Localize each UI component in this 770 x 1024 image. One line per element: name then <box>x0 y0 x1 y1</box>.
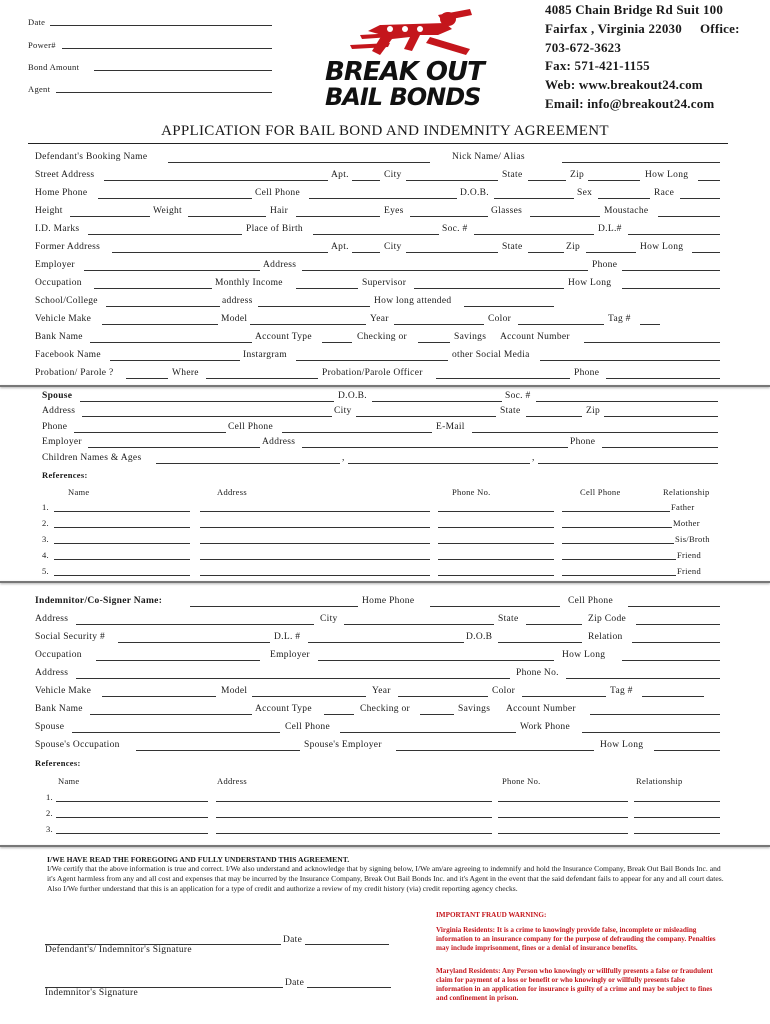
supervisor-how-long-field[interactable] <box>622 288 720 289</box>
section-divider-2 <box>0 581 770 583</box>
power-field[interactable] <box>62 48 272 49</box>
ref-name-field[interactable] <box>54 527 190 528</box>
account-number-label: Account Number <box>500 332 570 342</box>
spouse-email-field[interactable] <box>472 432 718 433</box>
indemnitor-checking-label: Checking or <box>360 704 410 714</box>
agent-field[interactable] <box>56 92 272 93</box>
spouse-employer-label: Spouse's Employer <box>304 740 382 750</box>
ref-name-field[interactable] <box>54 559 190 560</box>
ref-relationship: Friend <box>677 566 701 576</box>
ref-phone-field[interactable] <box>438 559 554 560</box>
indemnitor-tag-label: Tag # <box>610 686 633 696</box>
moustache-label: Moustache <box>604 206 649 216</box>
ref-col-relationship: Relationship <box>663 487 710 497</box>
ref-cell-field[interactable] <box>562 575 676 576</box>
former-apt-field[interactable] <box>352 252 380 253</box>
indemnitor-spouse-field[interactable] <box>72 732 280 733</box>
nick-name-label: Nick Name/ Alias <box>452 152 525 162</box>
dl-label: D.L.# <box>598 224 622 234</box>
ref2-name-field[interactable] <box>56 801 208 802</box>
race-label: Race <box>654 188 675 198</box>
spouse-email-label: E-Mail <box>436 422 465 432</box>
tag-field[interactable] <box>640 324 660 325</box>
ref-address-field[interactable] <box>200 511 430 512</box>
home-phone-label: Home Phone <box>35 188 88 198</box>
indemnitor-state-label: State <box>498 614 519 624</box>
indemnitor-employer-field[interactable] <box>318 660 554 661</box>
eyes-field[interactable] <box>410 216 488 217</box>
spouse-emp-address-field[interactable] <box>302 447 568 448</box>
indemnitor-year-label: Year <box>372 686 391 696</box>
spouse-employer-field[interactable] <box>88 447 260 448</box>
former-address-label: Former Address <box>35 242 101 252</box>
how-long-field[interactable] <box>698 180 720 181</box>
facebook-field[interactable] <box>110 360 240 361</box>
logo-text-line2: BAIL BONDS <box>325 83 481 111</box>
children-comma-1: , <box>342 453 345 463</box>
probation-phone-label: Phone <box>574 368 600 378</box>
indemnitor-ssn-label: Social Security # <box>35 632 106 642</box>
ref-col-name: Name <box>68 487 90 497</box>
employer-address-field[interactable] <box>302 270 588 271</box>
indemnitor-dl-label: D.L. # <box>274 632 301 642</box>
spouse-address-label: Address <box>42 406 76 416</box>
supervisor-label: Supervisor <box>362 278 407 288</box>
spouse-cell-label: Cell Phone <box>228 422 273 432</box>
date-field[interactable] <box>50 25 272 26</box>
indemnitor-how-long-label: How Long <box>562 650 606 660</box>
other-social-label: other Social Media <box>452 350 530 360</box>
spouse-cell-field[interactable] <box>282 432 432 433</box>
ref2-row-number: 3. <box>46 824 53 834</box>
bond-amount-label: Bond Amount <box>28 62 80 72</box>
former-state-field[interactable] <box>528 252 564 253</box>
probation-phone-field[interactable] <box>606 378 720 379</box>
date2-field[interactable] <box>307 987 391 988</box>
date-label: Date <box>28 17 46 27</box>
spouse-occupation-label: Spouse's Occupation <box>35 740 120 750</box>
virginia-warning: Virginia Residents: It is a crime to knowingly provide false, incomplete or misleading information to an insurance company for the purpose of defrauding the company. Penalties may include imprisonment, fines or a denial of insurance benefits. <box>436 926 716 952</box>
indemnitor-address-field[interactable] <box>76 624 314 625</box>
indemnitor-relation-label: Relation <box>588 632 623 642</box>
hair-field[interactable] <box>296 216 380 217</box>
company-address1: 4085 Chain Bridge Rd Suit 100 <box>545 2 724 17</box>
indemnitor-cell-label: Cell Phone <box>568 596 613 606</box>
indemnitor-how-long-field[interactable] <box>622 660 720 661</box>
ref-phone-field[interactable] <box>438 543 554 544</box>
spouse-soc-field[interactable] <box>536 401 718 402</box>
former-zip-label: Zip <box>566 242 581 252</box>
zip-field[interactable] <box>588 180 640 181</box>
ref-cell-field[interactable] <box>562 543 674 544</box>
ref-cell-field[interactable] <box>562 527 672 528</box>
height-label: Height <box>35 206 63 216</box>
maryland-warning: Maryland Residents: Any Person who knowingly or willfully presents a false or fraudulent claim for payment of a loss or benefit or who knowingly or willfully presents false information in an application for insurance is guilty of a crime and may be subject to fines and confinement in prison. <box>436 967 713 1002</box>
indemnitor-year-field[interactable] <box>398 696 488 697</box>
state-field[interactable] <box>528 180 566 181</box>
city-label: City <box>384 170 402 180</box>
spouse-emp-address-label: Address <box>262 437 296 447</box>
references2-heading: References: <box>35 758 81 768</box>
ref-name-field[interactable] <box>54 543 190 544</box>
indemnitor-name-label: Indemnitor/Co-Signer Name: <box>35 596 163 606</box>
school-address-label: address <box>222 296 253 306</box>
indemnitor-state-field[interactable] <box>526 624 582 625</box>
employer-phone-field[interactable] <box>622 270 720 271</box>
cell-phone-field[interactable] <box>309 198 457 199</box>
employer-label: Employer <box>35 260 75 270</box>
checking-label: Checking or <box>357 332 407 342</box>
where-label: Where <box>172 368 199 378</box>
indemnitor-signature-label: Indemnitor's Signature <box>45 988 139 998</box>
indemnitor-phone-no-field[interactable] <box>566 678 720 679</box>
indemnitor-model-label: Model <box>221 686 248 696</box>
indemnitor-color-label: Color <box>492 686 516 696</box>
indemnitor-account-number-label: Account Number <box>506 704 576 714</box>
web-link[interactable]: Web: www.breakout24.com <box>545 77 703 92</box>
former-zip-field[interactable] <box>586 252 636 253</box>
ref-address-field[interactable] <box>200 559 430 560</box>
tag-label: Tag # <box>608 314 631 324</box>
where-field[interactable] <box>206 378 318 379</box>
indemnitor-emp-address-field[interactable] <box>76 678 510 679</box>
indemnitor-account-type-field[interactable] <box>324 714 354 715</box>
account-number-field[interactable] <box>584 342 720 343</box>
indemnitor-home-phone-field[interactable] <box>430 606 560 607</box>
cell-phone-label: Cell Phone <box>255 188 300 198</box>
indemnitor-checking-field[interactable] <box>420 714 454 715</box>
spouse-how-long-field[interactable] <box>654 750 720 751</box>
spouse-how-long-label: How Long <box>600 740 644 750</box>
indemnitor-vehicle-field[interactable] <box>102 696 216 697</box>
ref2-row-number: 2. <box>46 808 53 818</box>
bank-name-label: Bank Name <box>35 332 83 342</box>
ref2-relationship-field[interactable] <box>634 817 720 818</box>
moustache-field[interactable] <box>658 216 720 217</box>
spouse-phone-label: Phone <box>42 422 68 432</box>
indemnitor-city-label: City <box>320 614 338 624</box>
ref2-address-field[interactable] <box>216 833 492 834</box>
spouse-emp-phone-field[interactable] <box>602 447 718 448</box>
date1-field[interactable] <box>305 944 389 945</box>
former-city-field[interactable] <box>406 252 498 253</box>
fax-number: Fax: 571-421-1155 <box>545 58 650 73</box>
runner-icon <box>320 5 500 65</box>
account-type-label: Account Type <box>255 332 312 342</box>
indemnitor-savings-label: Savings <box>458 704 491 714</box>
ref-address-field[interactable] <box>200 575 430 576</box>
supervisor-how-long-label: How Long <box>568 278 612 288</box>
state-label: State <box>502 170 523 180</box>
employer-field[interactable] <box>84 270 260 271</box>
former-address-field[interactable] <box>112 252 328 253</box>
race-field[interactable] <box>680 198 720 199</box>
zip-label: Zip <box>570 170 585 180</box>
probation-field[interactable] <box>126 378 168 379</box>
indemnitor-dob-label: D.O.B <box>466 632 493 642</box>
spouse-state-label: State <box>500 406 521 416</box>
section-divider-1 <box>0 385 770 387</box>
spouse-employer-field[interactable] <box>396 750 594 751</box>
indemnitor-name-field[interactable] <box>190 606 358 607</box>
sex-label: Sex <box>577 188 593 198</box>
account-type-field[interactable] <box>322 342 352 343</box>
children-label: Children Names & Ages <box>42 453 142 463</box>
indemnitor-vehicle-label: Vehicle Make <box>35 686 92 696</box>
instagram-label: Instargram <box>243 350 287 360</box>
indemnitor-dl-field[interactable] <box>308 642 464 643</box>
ref2-relationship-field[interactable] <box>634 833 720 834</box>
title-rule <box>28 143 728 144</box>
checking-field[interactable] <box>418 342 450 343</box>
place-of-birth-field[interactable] <box>313 234 439 235</box>
glasses-field[interactable] <box>530 216 600 217</box>
indemnitor-city-field[interactable] <box>344 624 494 625</box>
ref2-phone-field[interactable] <box>498 817 628 818</box>
ref2-col-phone: Phone No. <box>502 776 541 786</box>
indemnitor-zip-field[interactable] <box>636 624 720 625</box>
former-apt-label: Apt. <box>331 242 349 252</box>
street-label: Street Address <box>35 170 95 180</box>
indemnitor-account-number-field[interactable] <box>590 714 720 715</box>
how-long-attended-label: How long attended <box>374 296 452 306</box>
vehicle-make-label: Vehicle Make <box>35 314 92 324</box>
references-heading: References: <box>42 470 88 480</box>
weight-field[interactable] <box>188 216 266 217</box>
ref-relationship: Sis/Broth <box>675 534 710 544</box>
booking-name-field[interactable] <box>168 162 430 163</box>
ref2-phone-field[interactable] <box>498 833 628 834</box>
indemnitor-ssn-field[interactable] <box>118 642 270 643</box>
ref2-row-number: 1. <box>46 792 53 802</box>
indemnitor-emp-address-label: Address <box>35 668 69 678</box>
ref-relationship: Friend <box>677 550 701 560</box>
indemnitor-dob-field[interactable] <box>498 642 582 643</box>
ref-relationship: Mother <box>673 518 700 528</box>
ref-row-number: 1. <box>42 502 49 512</box>
date1-label: Date <box>283 935 303 945</box>
color-label: Color <box>488 314 512 324</box>
ref-relationship: Father <box>671 502 695 512</box>
indemnitor-home-phone-label: Home Phone <box>362 596 415 606</box>
probation-officer-field[interactable] <box>436 378 570 379</box>
ref-row-number: 4. <box>42 550 49 560</box>
ref2-address-field[interactable] <box>216 801 492 802</box>
year-label: Year <box>370 314 389 324</box>
height-field[interactable] <box>70 216 150 217</box>
children-field-1[interactable] <box>156 463 340 464</box>
spouse-state-field[interactable] <box>526 416 582 417</box>
eyes-label: Eyes <box>384 206 404 216</box>
dob-field[interactable] <box>494 198 574 199</box>
other-social-field[interactable] <box>540 360 720 361</box>
email-link[interactable]: Email: info@breakout24.com <box>545 96 715 111</box>
power-label: Power# <box>28 40 56 50</box>
dob-label: D.O.B. <box>460 188 489 198</box>
indemnitor-spouse-cell-field[interactable] <box>340 732 516 733</box>
bond-amount-field[interactable] <box>94 70 272 71</box>
occupation-field[interactable] <box>94 288 212 289</box>
indemnitor-phone-no-label: Phone No. <box>516 668 559 678</box>
savings-label: Savings <box>454 332 487 342</box>
indemnitor-color-field[interactable] <box>522 696 606 697</box>
former-state-label: State <box>502 242 523 252</box>
ref-name-field[interactable] <box>54 575 190 576</box>
how-long-attended-field[interactable] <box>464 306 554 307</box>
city-field[interactable] <box>406 180 498 181</box>
spouse-label: Spouse <box>42 391 73 401</box>
monthly-income-label: Monthly Income <box>215 278 283 288</box>
ref-phone-field[interactable] <box>438 527 554 528</box>
ref2-col-address: Address <box>217 776 247 786</box>
ref-col-phone: Phone No. <box>452 487 491 497</box>
agent-label: Agent <box>28 84 51 94</box>
indemnitor-bank-field[interactable] <box>90 714 252 715</box>
company-logo <box>320 5 500 115</box>
model-label: Model <box>221 314 248 324</box>
indemnitor-bank-label: Bank Name <box>35 704 83 714</box>
spouse-address-field[interactable] <box>82 416 332 417</box>
year-field[interactable] <box>394 324 484 325</box>
spouse-phone-field[interactable] <box>74 432 226 433</box>
id-marks-field[interactable] <box>88 234 242 235</box>
how-long-label: How Long <box>645 170 689 180</box>
children-field-2[interactable] <box>348 463 530 464</box>
school-field[interactable] <box>106 306 220 307</box>
id-marks-label: I.D. Marks <box>35 224 80 234</box>
office-phone: 703-672-3623 <box>545 40 622 55</box>
soc-field[interactable] <box>474 234 594 235</box>
supervisor-field[interactable] <box>414 288 564 289</box>
company-address2: Fairfax , Virginia 22030 <box>545 21 682 36</box>
indemnitor-spouse-label: Spouse <box>35 722 65 732</box>
page-title: APPLICATION FOR BAIL BOND AND INDEMNITY AGREEMENT <box>161 123 609 139</box>
ref2-phone-field[interactable] <box>498 801 628 802</box>
ref-row-number: 5. <box>42 566 49 576</box>
defendant-signature-label: Defendant's/ Indemnitor's Signature <box>45 945 192 955</box>
indemnitor-account-type-label: Account Type <box>255 704 312 714</box>
hair-label: Hair <box>270 206 289 216</box>
ref-cell-field[interactable] <box>562 559 676 560</box>
ref-phone-field[interactable] <box>438 511 554 512</box>
date2-label: Date <box>285 978 305 988</box>
apt-field[interactable] <box>352 180 380 181</box>
ref-col-cell: Cell Phone <box>580 487 621 497</box>
ref-row-number: 3. <box>42 534 49 544</box>
ref2-name-field[interactable] <box>56 817 208 818</box>
former-how-long-label: How Long <box>640 242 684 252</box>
spouse-dob-label: D.O.B. <box>338 391 367 401</box>
ref-phone-field[interactable] <box>438 575 554 576</box>
spouse-employer-label: Employer <box>42 437 82 447</box>
spouse-occupation-field[interactable] <box>136 750 300 751</box>
ref2-name-field[interactable] <box>56 833 208 834</box>
indemnitor-tag-field[interactable] <box>642 696 704 697</box>
agreement-body: I/We certify that the above information is true and correct. I/We also understand and acknowledge that by signing below, I/We am/are agreeing to indemnify and hold the Insurance Company, Break Out Bail Bonds Inc. and it's Agent harmless from any and all cost and expenses that may be incurred by the Insurance Company, Break Out Bail Bonds Inc. and it's Agent in the event that the said defendant fails to appear for any and all court dates. Also I/We further understand that this is an application for a type of credit and authorize a review of my credit history (via) credit reporting agency checks. <box>47 864 724 893</box>
apt-label: Apt. <box>331 170 349 180</box>
glasses-label: Glasses <box>491 206 523 216</box>
indemnitor-zip-label: Zip Code <box>588 614 627 624</box>
weight-label: Weight <box>153 206 183 216</box>
facebook-label: Facebook Name <box>35 350 101 360</box>
indemnitor-work-phone-label: Work Phone <box>520 722 570 732</box>
occupation-label: Occupation <box>35 278 82 288</box>
probation-label: Probation/ Parole ? <box>35 368 114 378</box>
employer-phone-label: Phone <box>592 260 618 270</box>
ref2-col-name: Name <box>58 776 80 786</box>
former-city-label: City <box>384 242 402 252</box>
vehicle-make-field[interactable] <box>102 324 218 325</box>
sex-field[interactable] <box>598 198 650 199</box>
dl-field[interactable] <box>628 234 720 235</box>
ref2-relationship-field[interactable] <box>634 801 720 802</box>
indemnitor-address-label: Address <box>35 614 69 624</box>
booking-name-label: Defendant's Booking Name <box>35 152 148 162</box>
spouse-city-field[interactable] <box>356 416 496 417</box>
employer-address-label: Address <box>263 260 297 270</box>
spouse-zip-field[interactable] <box>604 416 718 417</box>
spouse-emp-phone-label: Phone <box>570 437 596 447</box>
monthly-income-field[interactable] <box>296 288 358 289</box>
ref-address-field[interactable] <box>200 543 430 544</box>
probation-officer-label: Probation/Parole Officer <box>322 368 423 378</box>
nick-name-field[interactable] <box>562 162 720 163</box>
indemnitor-employer-label: Employer <box>270 650 310 660</box>
indemnitor-work-phone-field[interactable] <box>582 732 720 733</box>
indemnitor-spouse-cell-label: Cell Phone <box>285 722 330 732</box>
ref-col-address: Address <box>217 487 247 497</box>
spouse-zip-label: Zip <box>586 406 601 416</box>
school-address-field[interactable] <box>258 306 370 307</box>
section-divider-3 <box>0 845 770 847</box>
indemnitor-model-field[interactable] <box>252 696 366 697</box>
ref-row-number: 2. <box>42 518 49 528</box>
street-field[interactable] <box>104 180 328 181</box>
spouse-dob-field[interactable] <box>372 401 502 402</box>
soc-label: Soc. # <box>442 224 468 234</box>
instagram-field[interactable] <box>296 360 448 361</box>
indemnitor-relation-field[interactable] <box>632 642 720 643</box>
ref2-address-field[interactable] <box>216 817 492 818</box>
place-of-birth-label: Place of Birth <box>246 224 303 234</box>
ref-address-field[interactable] <box>200 527 430 528</box>
ref2-col-relationship: Relationship <box>636 776 683 786</box>
spouse-soc-label: Soc. # <box>505 391 531 401</box>
logo-text-line1: BREAK OUT <box>325 57 484 87</box>
ref-cell-field[interactable] <box>562 511 670 512</box>
indemnitor-cell-field[interactable] <box>628 606 720 607</box>
spouse-field[interactable] <box>80 401 334 402</box>
home-phone-field[interactable] <box>98 198 252 199</box>
agreement-heading: I/WE HAVE READ THE FOREGOING AND FULLY UNDERSTAND THIS AGREEMENT. <box>47 855 350 864</box>
indemnitor-occupation-field[interactable] <box>96 660 260 661</box>
color-field[interactable] <box>518 324 604 325</box>
spouse-city-label: City <box>334 406 352 416</box>
children-comma-2: , <box>532 453 535 463</box>
former-how-long-field[interactable] <box>692 252 720 253</box>
office-label: Office: <box>700 21 740 36</box>
ref-name-field[interactable] <box>54 511 190 512</box>
indemnitor-occupation-label: Occupation <box>35 650 82 660</box>
school-label: School/College <box>35 296 98 306</box>
fraud-warning-heading: IMPORTANT FRAUD WARNING: <box>436 911 547 919</box>
model-field[interactable] <box>250 324 366 325</box>
bank-name-field[interactable] <box>90 342 252 343</box>
children-field-3[interactable] <box>538 463 718 464</box>
